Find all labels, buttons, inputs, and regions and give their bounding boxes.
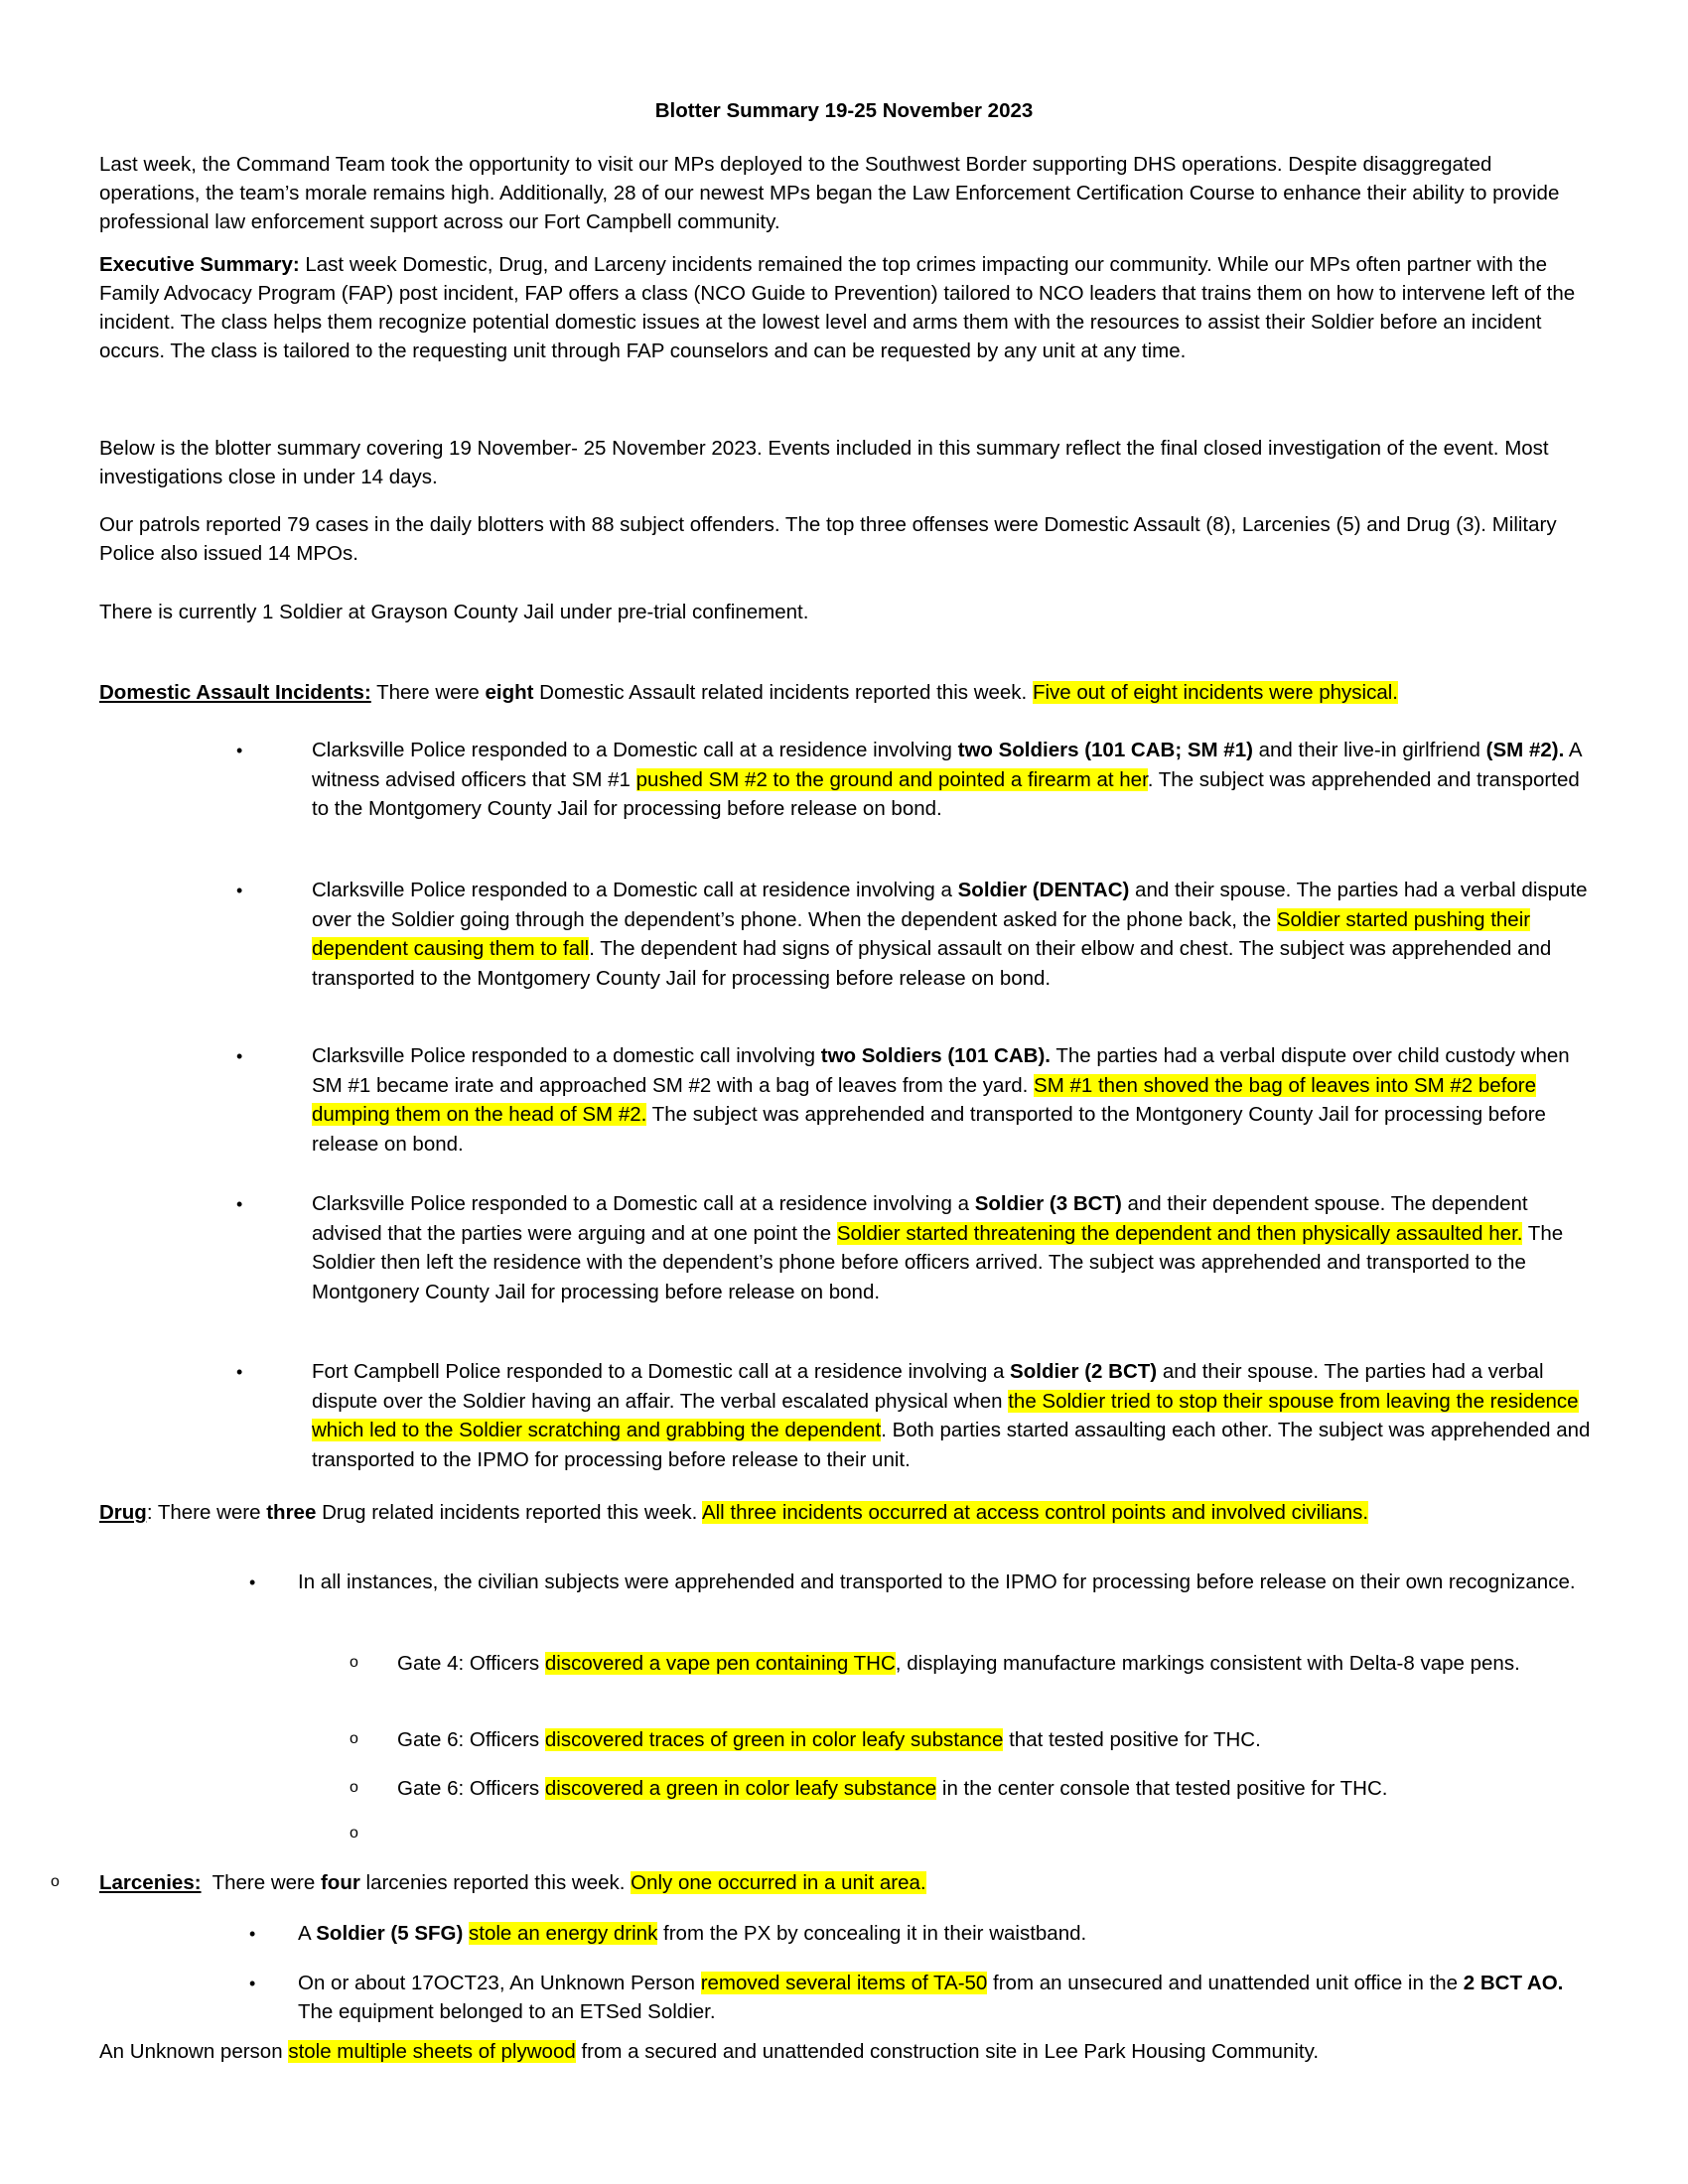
coverage-paragraph: Below is the blotter summary covering 19 November- 25 November 2023. Events included in this summary reflect the final closed investigation of the event. Most investigations close in under 14 days. xyxy=(99,437,1549,488)
item-text: that tested positive for THC. xyxy=(1003,1728,1261,1751)
item-text: and their spouse. The parties had a verbal dispute over the Soldier having an affair. The verbal escalated physical when xyxy=(312,1360,1544,1413)
larceny-count: four xyxy=(320,1871,360,1894)
item-highlight: the Soldier tried to stop their spouse from leaving the residence which led to the Soldier scratching and grabbing the dependent xyxy=(312,1389,1579,1441)
circle-bullet-icon: o xyxy=(350,1825,358,1842)
bullet-icon: • xyxy=(249,1974,256,1993)
item-text: and their spouse. The parties had a verbal dispute over the Soldier going through the dependent’s phone. When the dependent asked for the phone back, the xyxy=(312,879,1588,931)
item-bold: (SM #2). xyxy=(1485,739,1565,761)
item-text: Clarksville Police responded to a domestic call involving xyxy=(312,1044,821,1067)
item-text: from the PX by concealing it in their waistband. xyxy=(657,1922,1087,1945)
item-text: from an unsecured and unattended unit office in the xyxy=(987,1972,1464,1994)
item-highlight: Soldier started threatening the dependent and then physically assaulted her. xyxy=(836,1221,1523,1245)
item-bold: Soldier (DENTAC) xyxy=(957,879,1130,901)
larceny-heading xyxy=(99,1868,1589,1897)
circle-bullet-icon: o xyxy=(350,1779,358,1796)
item-highlight: discovered traces of green in color leafy substance xyxy=(544,1728,1004,1751)
item-highlight: stole multiple sheets of plywood xyxy=(288,2040,576,2063)
item-text: and their dependent spouse. The dependent advised that the parties were arguing and at one point the xyxy=(312,1192,1528,1245)
larceny-item xyxy=(298,1969,1589,2026)
executive-summary-text: Last week Domestic, Drug, and Larceny incidents remained the top crimes impacting our community. While our MPs often partner with the Family Advocacy Program (FAP) post incident, FAP offers a class (NCO Guide to Prevention) tailored to NCO leaders that trains them on how to intervene left of the incident. The class helps them recognize potential domestic issues at the lowest level and arms them with the resources to assist their Soldier before an incident occurs. The class is tailored to the requesting unit through FAP counselors and can be requested by any unit at any time. xyxy=(99,253,1576,362)
domestic-label: Domestic Assault Incidents: xyxy=(99,681,371,704)
larceny-closing xyxy=(99,2037,1589,2066)
item-text: from a secured and unattended construction site in Lee Park Housing Community. xyxy=(575,2040,1320,2063)
item-text: and their live-in girlfriend xyxy=(1252,739,1486,761)
domestic-item xyxy=(312,876,1593,993)
bullet-icon: • xyxy=(249,1924,256,1944)
drug-bullet: In all instances, the civilian subjects were apprehended and transported to the IPMO for processing before release on their own recognizance. xyxy=(298,1570,1576,1593)
item-bold: Soldier (5 SFG) xyxy=(316,1922,464,1945)
bullet-icon: • xyxy=(236,741,243,760)
item-text: Gate 6: Officers xyxy=(397,1777,545,1800)
item-highlight: discovered a green in color leafy substance xyxy=(544,1777,937,1800)
item-text: in the center console that tested positive for THC. xyxy=(936,1777,1388,1800)
larceny-label: Larcenies: xyxy=(99,1871,202,1894)
item-text: Gate 4: Officers xyxy=(397,1652,545,1675)
item-text: The Soldier then left the residence with the dependent’s phone before officers arrived. The subject was apprehended and transported to the Montgonery County Jail for processing before release on bond. xyxy=(312,1221,1564,1303)
item-text: The equipment belonged to an ETSed Soldier. xyxy=(298,2000,716,2023)
bullet-icon: • xyxy=(236,1194,243,1214)
item-text: . Both parties started assaulting each other. The subject was apprehended and transported to the IPMO for processing before release to their unit. xyxy=(312,1419,1591,1471)
item-text: , displaying manufacture markings consistent with Delta-8 vape pens. xyxy=(895,1652,1520,1675)
item-text: An Unknown person xyxy=(99,2040,289,2063)
item-bold: Soldier (2 BCT) xyxy=(1010,1360,1158,1383)
domestic-item xyxy=(312,736,1593,824)
item-highlight: Soldier started pushing their dependent causing them to fall xyxy=(312,907,1531,960)
item-highlight: SM #1 then shoved the bag of leaves into SM #2 before dumping them on the head of SM #2. xyxy=(312,1073,1537,1126)
domestic-item xyxy=(312,1189,1593,1306)
item-bold: two Soldiers (101 CAB; SM #1) xyxy=(957,739,1253,761)
document-title: Blotter Summary 19-25 November 2023 xyxy=(654,99,1034,122)
item-text: . The dependent had signs of physical assault on their elbow and chest. The subject was apprehended and transported to the Montgomery County Jail for processing before release on bond. xyxy=(312,937,1552,990)
domestic-item xyxy=(312,1041,1593,1159)
item-bold: 2 BCT AO. xyxy=(1463,1972,1564,1994)
domestic-item xyxy=(312,1357,1593,1474)
bullet-icon: • xyxy=(236,881,243,900)
item-bold: Soldier (3 BCT) xyxy=(974,1192,1122,1215)
item-text: The subject was apprehended and transported to the Montgonery County Jail for processing before release on bond. xyxy=(312,1103,1546,1156)
stats-paragraph: Our patrols reported 79 cases in the daily blotters with 88 subject offenders. The top three offenses were Domestic Assault (8), Larcenies (5) and Drug (3). Military Police also issued 14 MPOs. xyxy=(99,513,1557,565)
circle-bullet-icon: o xyxy=(51,1873,60,1890)
item-text: A witness advised officers that SM #1 xyxy=(312,739,1582,791)
intro-paragraph: Last week, the Command Team took the opportunity to visit our MPs deployed to the Southwest Border supporting DHS operations. Despite disaggregated operations, the team’s morale remains high. Additionally, 28 of our newest MPs began the Law Enforcement Certification Course to enhance their ability to provide professional law enforcement support across our Fort Campbell community. xyxy=(99,153,1560,233)
drug-sub-item xyxy=(397,1725,1589,1754)
drug-sub-item xyxy=(397,1649,1589,1678)
domestic-post: Domestic Assault related incidents reported this week. xyxy=(533,681,1033,704)
item-highlight: pushed SM #2 to the ground and pointed a firearm at her xyxy=(635,767,1148,791)
item-highlight: stole an energy drink xyxy=(469,1922,658,1945)
item-text: . The subject was apprehended and transported to the Montgomery County Jail for processing before release on bond. xyxy=(312,767,1580,820)
item-highlight: discovered a vape pen containing THC xyxy=(544,1652,896,1675)
larceny-highlight: Only one occurred in a unit area. xyxy=(631,1871,926,1894)
drug-heading xyxy=(99,1498,1589,1527)
item-text: Clarksville Police responded to a Domestic call at a residence involving xyxy=(312,739,958,761)
larceny-item xyxy=(298,1919,1589,1948)
executive-summary xyxy=(99,250,1589,365)
item-text: The parties had a verbal dispute over child custody when SM #1 became irate and approached SM #2 with a bag of leaves from the yard. xyxy=(312,1044,1570,1097)
item-text: A xyxy=(298,1922,317,1945)
item-text: Fort Campbell Police responded to a Domestic call at a residence involving a xyxy=(312,1360,1011,1383)
domestic-pre: There were xyxy=(370,681,486,704)
executive-summary-label: Executive Summary: xyxy=(99,253,300,276)
circle-bullet-icon: o xyxy=(350,1654,358,1671)
item-text: Clarksville Police responded to a Domestic call at a residence involving a xyxy=(312,1192,975,1215)
item-bold: two Soldiers (101 CAB). xyxy=(820,1044,1051,1067)
confinement-paragraph: There is currently 1 Soldier at Grayson County Jail under pre-trial confinement. xyxy=(99,601,809,623)
bullet-icon: • xyxy=(249,1572,256,1592)
domestic-heading xyxy=(99,678,1589,707)
item-highlight: removed several items of TA-50 xyxy=(700,1972,988,1994)
bullet-icon: • xyxy=(236,1046,243,1066)
drug-sub-item xyxy=(397,1774,1589,1803)
item-text: On or about 17OCT23, An Unknown Person xyxy=(298,1972,701,1994)
larceny-post: larcenies reported this week. xyxy=(359,1871,632,1894)
drug-post: Drug related incidents reported this week. xyxy=(316,1501,702,1524)
circle-bullet-icon: o xyxy=(350,1730,358,1747)
domestic-highlight: Five out of eight incidents were physical. xyxy=(1032,681,1399,704)
drug-pre: : There were xyxy=(146,1501,267,1524)
domestic-count: eight xyxy=(485,681,534,704)
bullet-icon: • xyxy=(236,1362,243,1382)
drug-highlight: All three incidents occurred at access control points and involved civilians. xyxy=(701,1501,1369,1524)
drug-label: Drug xyxy=(99,1501,147,1524)
drug-count: three xyxy=(266,1501,317,1524)
item-text: Clarksville Police responded to a Domestic call at residence involving a xyxy=(312,879,958,901)
item-text: Gate 6: Officers xyxy=(397,1728,545,1751)
larceny-pre: There were xyxy=(201,1871,321,1894)
